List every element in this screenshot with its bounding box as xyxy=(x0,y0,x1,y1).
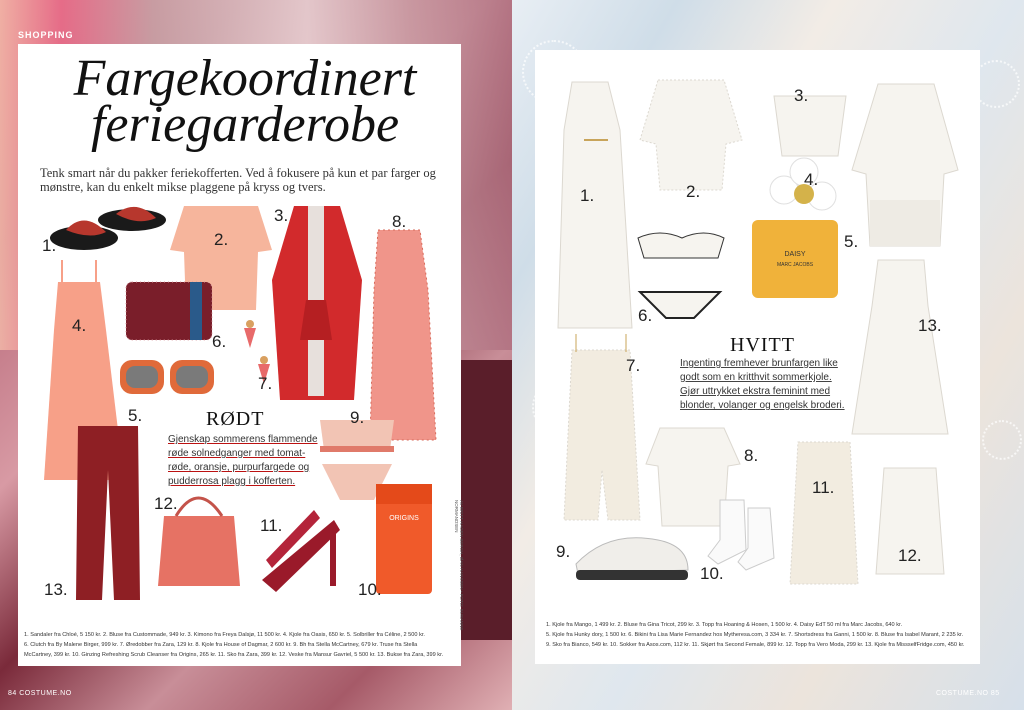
item-number: 11. xyxy=(812,478,835,497)
lace-blouse-product xyxy=(640,80,742,190)
item-number: 9. xyxy=(556,542,571,561)
left-credits xyxy=(24,630,460,660)
item-number: 7. xyxy=(626,356,641,375)
credit-line: 9. Sko fra Bianco, 549 kr. 10. Sokker fra Asos.com, 112 kr. 11. Skjørt fra Second Female, 899 kr. 12. Topp fra Vero Moda, 299 kr. 13. Kjole fra MissselfFridge.com, 450 kr. xyxy=(546,642,965,648)
white-products-illustration xyxy=(548,70,972,590)
item-number: 6. xyxy=(638,306,653,325)
white-blurb-line: Ingenting fremhever brunfargen like xyxy=(680,358,838,369)
page-title xyxy=(40,50,450,153)
sandals-product xyxy=(50,207,166,250)
lace-motif xyxy=(982,420,1022,460)
credit-line: 1. Sandaler fra Chloé, 5 150 kr. 2. Bluse fra Custommade, 949 kr. 3. Kimono fra Freya Dalsjø, 11 500 kr. 4. Kjole fra Oasis, 650 kr. 5. Solbriller fra Céline, 2 500 kr. xyxy=(24,632,425,638)
maxi-dress-product xyxy=(558,82,632,328)
photo-credit-vertical: AV BRITT HAGEN BERGH, ØAN HANSSEN • FOTO: SUSANNE NORMANDSEN xyxy=(454,500,464,631)
item-number: 12. xyxy=(154,494,178,513)
folio-left: 84 COSTUME.NO xyxy=(8,690,72,697)
cleanser-tube-product xyxy=(376,484,432,594)
credit-line: 5. Kjole fra Hunky dory, 1 500 kr. 6. Bikini fra Lisa Marie Fernandez hos Mytheresa.com, 3 334 kr. 7. Shortsdress fra Ganni, 1 500 kr. 8. Bluse fra Isabel Marant, 2 235 kr. xyxy=(546,632,964,638)
white-heading: HVITT xyxy=(730,334,795,356)
item-number: 10. xyxy=(700,564,724,583)
item-number: 8. xyxy=(744,446,759,465)
item-number: 2. xyxy=(686,182,701,201)
item-number: 4. xyxy=(72,316,87,335)
intro-text: Tenk smart når du pakker feriekofferten. Ved å fokusere på kun et par farger og mønstre, kan du enkelt mikse plaggene på kryss og tvers. xyxy=(40,166,436,194)
item-number: 7. xyxy=(258,374,273,393)
clutch-product xyxy=(126,282,212,340)
pinafore-dress-product xyxy=(852,260,948,434)
title-line-1: Fargekoordinert xyxy=(73,50,417,107)
credit-line: McCartney, 399 kr. 10. Ginzing Refreshing Scrub Cleanser fra Origins, 265 kr. 11. Sko fra Zara, 399 kr. 12. Veske fra Mansur Gavriel, 5 500 kr. 13. Bukse fra Zara, 399 kr. xyxy=(24,652,444,658)
credit-line: 6. Clutch fra By Malene Birger, 999 kr. 7. Øredobber fra Zara, 129 kr. 8. Kjole fra House of Dagmar, 2 600 kr. 9. Bh fra Stella McCartney, 679 kr. Truse fra Stella xyxy=(24,642,418,648)
red-blurb-line: pudderrosa plagg i kofferten. xyxy=(168,476,296,487)
item-number: 13. xyxy=(918,316,942,335)
item-number: 3. xyxy=(794,86,809,105)
right-credits xyxy=(546,620,978,650)
red-blurb xyxy=(168,433,358,489)
folio-right: COSTUME.NO 85 xyxy=(936,690,1000,697)
item-number: 6. xyxy=(212,332,227,351)
perfume-label: DAISY xyxy=(784,251,806,258)
item-number: 9. xyxy=(350,408,365,427)
perfume-product xyxy=(752,158,838,298)
red-blurb-line: røde, oransje, purpurfargede og xyxy=(168,462,310,473)
lace-skirt-product xyxy=(790,442,858,584)
title-line-2: feriegarderobe xyxy=(90,96,400,153)
item-number: 5. xyxy=(844,232,859,251)
item-number: 5. xyxy=(128,406,143,425)
item-number: 1. xyxy=(580,186,595,205)
sunglasses-product xyxy=(120,360,214,394)
white-blurb-line: blonder, volanger og engelsk broderi. xyxy=(680,400,845,411)
perfume-brand: MARC JACOBS xyxy=(776,262,814,268)
credit-line: 1. Kjole fra Mango, 1 499 kr. 2. Bluse fra Gina Tricot, 299 kr. 3. Topp fra Hoaning & Hosen, 1 500 kr. 4. Daisy EdT 50 ml fra Marc Jacobs, 640 kr. xyxy=(546,622,903,628)
sneakers-product xyxy=(576,538,688,580)
crop-top-product xyxy=(774,96,846,156)
section-label: SHOPPING xyxy=(18,30,74,40)
item-number: 10. xyxy=(358,580,382,599)
leather-pants-product xyxy=(76,426,140,600)
item-number: 1. xyxy=(42,236,57,255)
red-heading: RØDT xyxy=(206,408,265,430)
white-blurb-line: godt som en kritthvit sommerkjole. xyxy=(680,372,832,383)
kimono-product xyxy=(272,206,362,400)
tunic-dress-product xyxy=(852,84,958,246)
item-number: 2. xyxy=(214,230,229,249)
item-number: 12. xyxy=(898,546,922,565)
origins-label: ORIGINS xyxy=(389,515,419,522)
left-background-shadow xyxy=(460,360,512,640)
white-blurb xyxy=(680,357,860,413)
white-blurb-line: Gjør uttrykket ekstra feminint med xyxy=(680,386,831,397)
knit-dress-product xyxy=(370,230,436,440)
red-blurb-line: røde solnedganger med tomat- xyxy=(168,448,306,459)
item-number: 4. xyxy=(804,170,819,189)
item-number: 13. xyxy=(44,580,68,599)
item-number: 11. xyxy=(260,516,283,535)
red-blurb-line: Gjenskap sommerens flammende xyxy=(168,434,318,445)
item-number: 3. xyxy=(274,206,289,225)
item-number: 8. xyxy=(392,212,407,231)
